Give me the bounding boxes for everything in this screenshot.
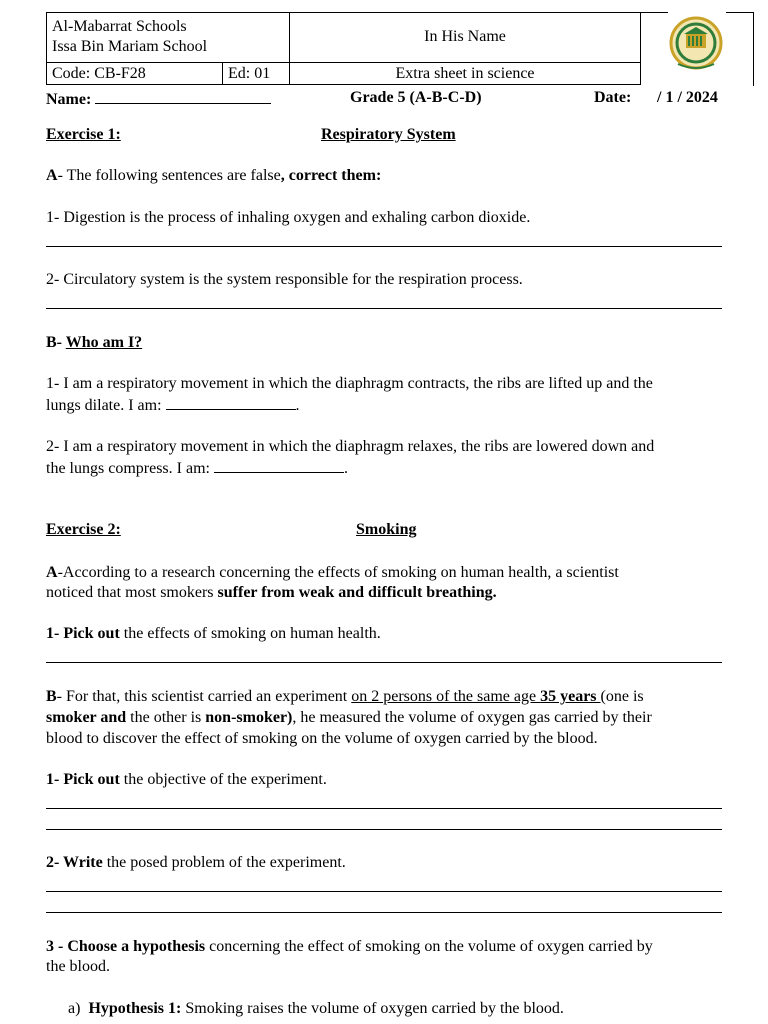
ex2-a-line2-bold: suffer from weak and difficult breathing. xyxy=(217,584,497,601)
ex2-a-letter: A xyxy=(46,564,58,581)
header-center-title: In His Name xyxy=(424,28,506,45)
hypothesis-prefix: a) xyxy=(68,1000,89,1017)
ex1-b1-period: . xyxy=(295,397,300,414)
ex1-b-prefix: B- xyxy=(46,334,66,351)
ex1-question-1: 1- Digestion is the process of inhaling oxygen and exhaling carbon dioxide. xyxy=(46,209,531,226)
ex2-b-l2c: , he measured the volume of oxygen gas carried by their xyxy=(292,709,652,726)
ex1-b2-period: . xyxy=(343,460,348,477)
hypothesis-text: Smoking raises the volume of oxygen carried by the blood. xyxy=(181,1000,564,1017)
ex1-b1-line1: 1- I am a respiratory movement in which the diaphragm contracts, the ribs are lifted up and the xyxy=(46,375,653,392)
ex1-a-text: - The following sentences are false xyxy=(57,167,281,184)
hypothesis-option-a[interactable] xyxy=(68,999,748,1019)
ex2-b-q1-rest: the objective of the experiment. xyxy=(119,771,327,788)
ex2-b-q3-rest: concerning the effect of smoking on the volume of oxygen carried by xyxy=(205,938,653,955)
ex2-b-letter: B xyxy=(46,688,57,705)
exercise1-title: Exercise 1: xyxy=(46,126,121,143)
ex2-b-l2b1: smoker and xyxy=(46,709,127,726)
school-branch: Issa Bin Mariam School xyxy=(52,38,208,55)
ex1-b2-line2: the lungs compress. I am: xyxy=(46,460,214,477)
logo-cell-right xyxy=(753,12,754,86)
ex2-b-l2b2: non-smoker) xyxy=(205,709,293,726)
ex2-b-question-3 xyxy=(46,937,726,977)
ex2-b-q3-line2: the blood. xyxy=(46,958,110,975)
ex2-b-question-1 xyxy=(46,770,726,790)
ex1-b1-line2: lungs dilate. I am: xyxy=(46,397,166,414)
exercise1-topic: Respiratory System xyxy=(321,126,456,143)
grade-label: Grade 5 (A-B-C-D) xyxy=(350,89,482,106)
exercise2-topic: Smoking xyxy=(356,521,417,538)
exercise2-title: Exercise 2: xyxy=(46,521,121,538)
ex2-a-q1-rest: the effects of smoking on human health. xyxy=(119,625,381,642)
school-name: Al-Mabarrat Schools xyxy=(52,18,187,35)
ex2-a-line2: noticed that most smokers xyxy=(46,584,218,601)
logo-cell-top-right xyxy=(726,12,754,13)
school-emblem-icon xyxy=(664,16,728,72)
ex2-b-l1c: (one is xyxy=(600,688,644,705)
ex1-a-letter: A xyxy=(46,167,58,184)
name-blank[interactable] xyxy=(95,88,271,104)
doc-code: Code: CB-F28 xyxy=(52,65,146,82)
answer-line[interactable] xyxy=(46,246,722,247)
ex1-b-question-1 xyxy=(46,374,726,416)
ex2-b-l1ub: 35 years xyxy=(540,688,601,705)
hypothesis-label: Hypothesis 1: xyxy=(88,1000,182,1017)
answer-line[interactable] xyxy=(46,662,722,663)
ex2-part-b-text xyxy=(46,686,726,749)
date-label: Date: xyxy=(594,89,632,106)
ex2-a-question-1 xyxy=(46,624,726,644)
ex2-b-q1-bold: 1- Pick out xyxy=(46,771,120,788)
ex2-a-q1-bold: 1- Pick out xyxy=(46,625,120,642)
ex1-b2-line1: 2- I am a respiratory movement in which the diaphragm relaxes, the ribs are lowered down and xyxy=(46,438,655,455)
name-row xyxy=(46,88,271,110)
ex2-b-question-2 xyxy=(46,853,726,873)
ex2-part-a-text xyxy=(46,563,726,603)
doc-edition: Ed: 01 xyxy=(228,65,271,82)
ex2-b-l1a: - For that, this scientist carried an experiment xyxy=(56,688,352,705)
ex2-b-l3: blood to discover the effect of smoking on the volume of oxygen carried by the blood. xyxy=(46,730,598,747)
answer-blank[interactable] xyxy=(214,457,344,473)
answer-line[interactable] xyxy=(46,308,722,309)
answer-line[interactable] xyxy=(46,829,722,830)
ex1-part-a-instruction xyxy=(46,166,726,186)
answer-blank[interactable] xyxy=(166,394,296,410)
ex2-b-q2-bold: 2- Write xyxy=(46,854,103,871)
ex2-b-l2a: the other is xyxy=(126,709,206,726)
ex1-a-bold: , correct them: xyxy=(280,167,382,184)
ex1-b-question-2 xyxy=(46,437,726,479)
ex1-question-2: 2- Circulatory system is the system responsible for the respiration process. xyxy=(46,271,523,288)
ex1-part-b-heading xyxy=(46,333,726,353)
sheet-title: Extra sheet in science xyxy=(395,65,535,82)
date-value: / 1 / 2024 xyxy=(657,89,718,106)
answer-line[interactable] xyxy=(46,808,722,809)
logo-cell-top-left xyxy=(640,12,668,13)
ex2-b-l1u: on 2 persons of the same age xyxy=(351,688,541,705)
ex2-a-line1: -According to a research concerning the effects of smoking on human health, a scientist xyxy=(57,564,619,581)
ex2-b-q3-bold: 3 - Choose a hypothesis xyxy=(46,938,206,955)
answer-line[interactable] xyxy=(46,891,722,892)
name-label: Name: xyxy=(46,91,92,108)
ex1-b-title: Who am I? xyxy=(65,334,143,351)
answer-line[interactable] xyxy=(46,912,722,913)
ex2-b-q2-rest: the posed problem of the experiment. xyxy=(102,854,346,871)
